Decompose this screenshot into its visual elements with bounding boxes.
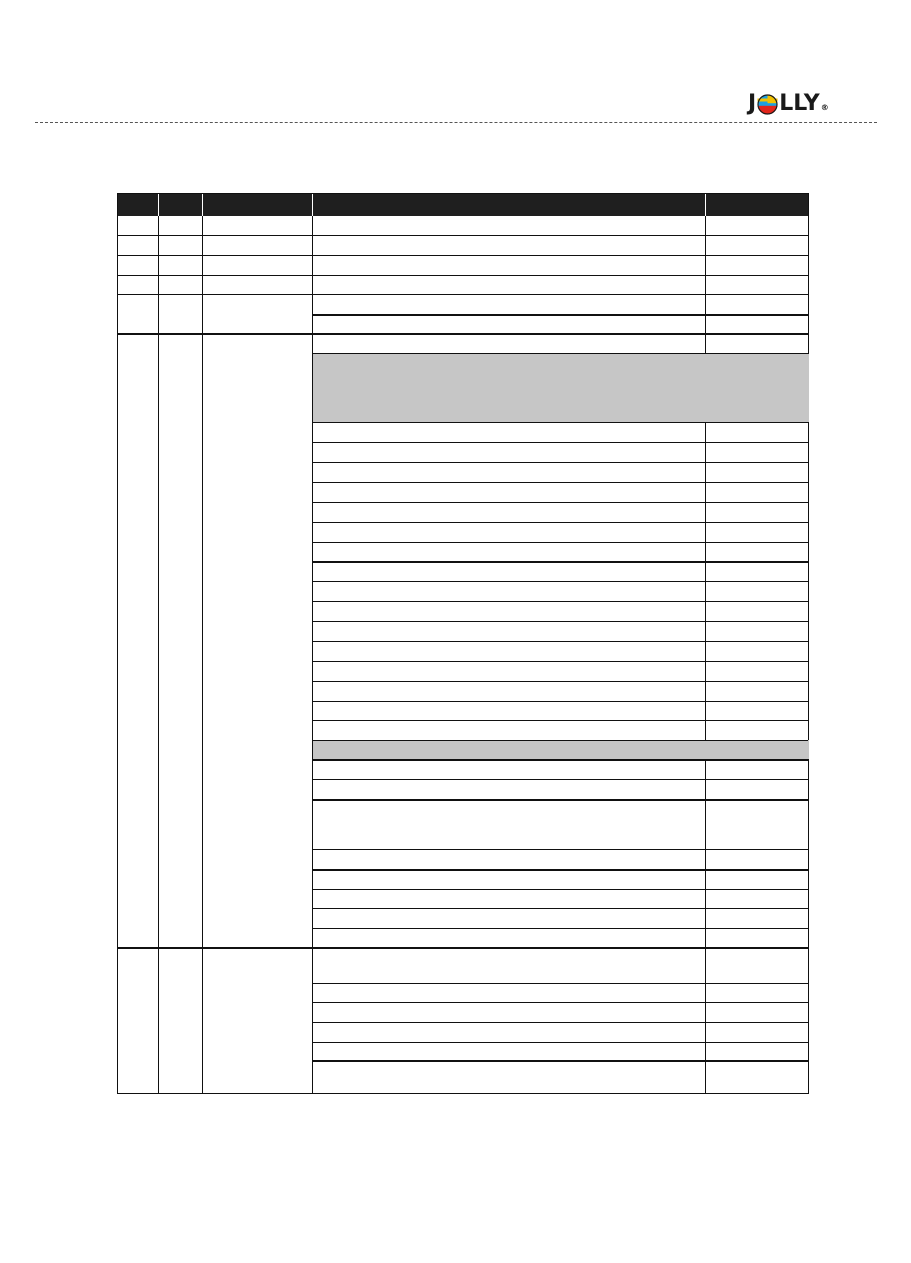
logo-text-lly: LLY <box>779 91 820 116</box>
row-divider <box>313 522 808 523</box>
row-divider <box>118 275 808 276</box>
row-divider <box>313 779 808 780</box>
row-divider <box>313 799 808 801</box>
row-divider <box>313 621 808 622</box>
row-divider <box>313 482 808 483</box>
row-divider <box>313 502 808 503</box>
row-divider <box>313 701 808 702</box>
row-divider <box>313 1042 808 1043</box>
row-divider <box>118 255 808 256</box>
row-divider <box>313 661 808 662</box>
registered-mark: ® <box>820 103 829 112</box>
highlight-row <box>313 354 809 422</box>
row-divider <box>313 1002 808 1003</box>
col-divider <box>312 194 313 1093</box>
row-divider <box>313 983 808 984</box>
row-divider <box>313 889 808 890</box>
header-col-divider <box>202 194 203 216</box>
logo-text-j: J <box>748 91 757 116</box>
row-divider <box>313 849 808 850</box>
row-divider <box>313 641 808 642</box>
row-divider <box>313 561 808 563</box>
row-divider <box>118 235 808 236</box>
row-divider <box>118 294 808 295</box>
row-divider <box>313 720 808 721</box>
row-divider <box>313 353 808 354</box>
col-divider <box>158 194 159 1093</box>
col-divider <box>705 194 706 354</box>
row-divider <box>313 581 808 582</box>
row-divider <box>313 681 808 682</box>
highlight-row <box>313 740 809 759</box>
row-divider <box>313 908 808 909</box>
color-wheel-icon <box>757 94 778 115</box>
row-divider <box>313 314 808 316</box>
row-divider <box>313 869 808 871</box>
row-divider <box>313 740 808 741</box>
col-divider <box>202 194 203 1093</box>
header-col-divider <box>158 194 159 216</box>
row-divider <box>313 542 808 543</box>
header-col-divider <box>312 194 313 216</box>
spec-table <box>117 193 809 1094</box>
row-divider <box>313 928 808 929</box>
group-divider <box>118 947 808 949</box>
group-divider <box>118 333 808 335</box>
row-divider <box>313 759 808 761</box>
row-divider <box>313 601 808 602</box>
header-divider <box>35 122 877 123</box>
row-divider <box>313 1060 808 1062</box>
row-divider <box>313 462 808 463</box>
row-divider <box>313 1022 808 1023</box>
jolly-logo <box>748 92 829 116</box>
row-divider <box>313 442 808 443</box>
row-divider <box>313 422 808 423</box>
header-col-divider <box>705 194 706 216</box>
